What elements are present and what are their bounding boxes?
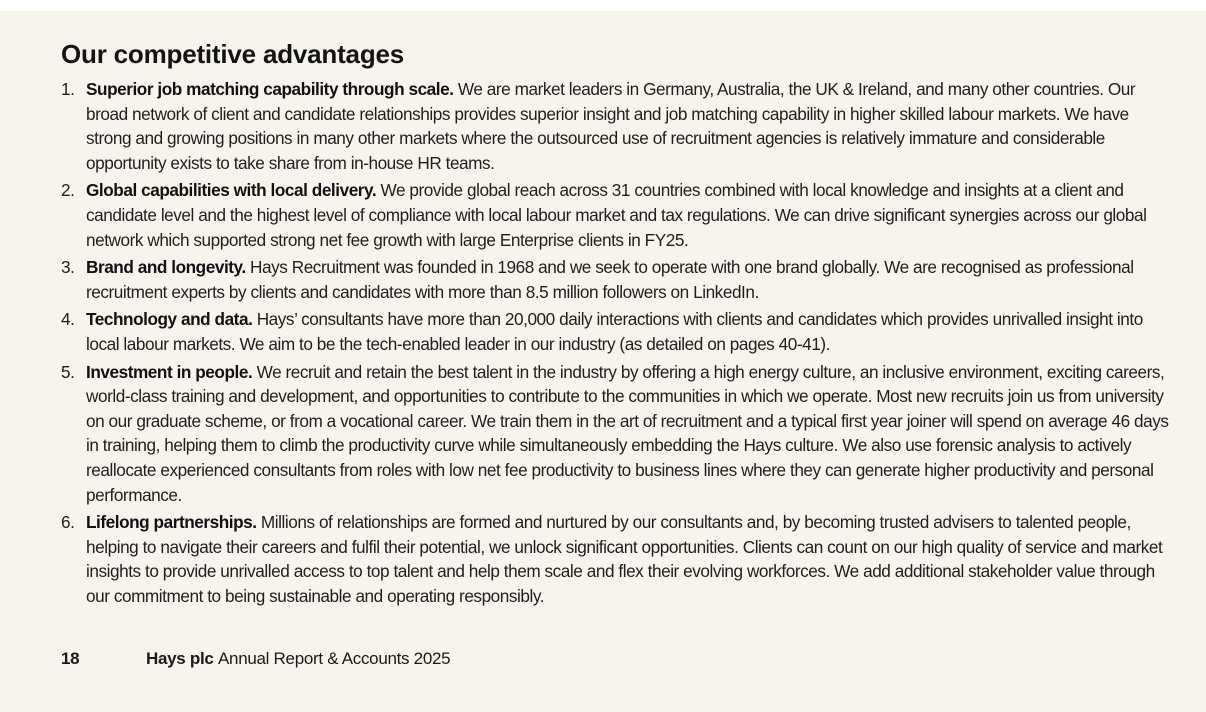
advantage-item-2	[61, 178, 1171, 252]
advantage-heading: Technology and data.	[86, 309, 257, 330]
footer-report-title: Annual Report & Accounts 2025	[218, 649, 451, 668]
advantages-list	[61, 77, 1171, 611]
advantage-text: We are market leaders in Germany, Australia, the UK & Ireland, and many other countries. Our broad network of client and candidate relationships provides superior insight and job matching capability in higher skilled labour markets. We have strong and growing positions in many other markets where the outsourced use of recruitment agencies is relatively immature and considerable opportunity exists to take share from in-house HR teams.	[86, 79, 1136, 173]
advantage-item-6	[61, 510, 1171, 608]
advantage-heading: Brand and longevity.	[86, 257, 251, 278]
document-page	[0, 11, 1206, 712]
advantage-number: 6.	[61, 512, 75, 533]
advantage-number: 5.	[61, 361, 75, 382]
footer-company-name: Hays plc	[146, 649, 214, 668]
advantage-item-3	[61, 255, 1171, 304]
advantage-number: 4.	[61, 309, 75, 330]
advantage-text: Hays Recruitment was founded in 1968 and we seek to operate with one brand globally. We are recognised as professional recruitment experts by clients and candidates with more than 8.5 million followers on LinkedIn.	[86, 257, 1134, 302]
advantage-text: We recruit and retain the best talent in the industry by offering a high energy culture, an inclusive environment, exciting careers, world-class training and development, and opportunities to contribute to the communities in which we operate. Most new recruits join us from university on our graduate scheme, or from a vocational career. We train them in the art of recruitment and a typical first year joiner will spend on average 46 days in training, helping them to climb the productivity curve while simultaneously embedding the Hays culture. We also use forensic analysis to actively reallocate experienced consultants from roles with low net fee productivity to business lines where they can generate higher productivity and personal performance.	[86, 361, 1169, 505]
advantage-text: Millions of relationships are formed and nurtured by our consultants and, by becoming trusted advisers to talented people, helping to navigate their careers and fulfil their potential, we unlock significant opportunities. Clients can count on our high quality of service and market insights to provide unrivalled access to top talent and help them scale and flex their evolving workforces. We add additional stakeholder value through our commitment to being sustainable and operating responsibly.	[86, 512, 1163, 606]
advantage-item-1	[61, 77, 1171, 175]
advantage-text: Hays’ consultants have more than 20,000 daily interactions with clients and candidates which provides unrivalled insight into local labour markets. We aim to be the tech-enabled leader in our industry (as detailed on pages 40-41).	[86, 309, 1143, 354]
advantage-item-4	[61, 307, 1171, 356]
page-number: 18	[61, 649, 80, 668]
advantage-heading: Global capabilities with local delivery.	[86, 180, 381, 201]
advantage-heading: Lifelong partnerships.	[86, 512, 261, 533]
advantage-number: 3.	[61, 257, 75, 278]
advantage-heading: Superior job matching capability through scale.	[86, 79, 458, 99]
advantage-heading: Investment in people.	[86, 361, 257, 382]
advantage-number: 2.	[61, 180, 75, 201]
advantage-number: 1.	[61, 79, 75, 99]
page-title: Our competitive advantages	[61, 39, 405, 69]
advantage-text: We provide global reach across 31 countries combined with local knowledge and insights at a client and candidate level and the highest level of compliance with local labour market and tax regulations. We can drive significant synergies across our global network which supported strong net fee growth with large Enterprise clients in FY25.	[86, 180, 1147, 250]
advantage-item-5	[61, 360, 1171, 508]
